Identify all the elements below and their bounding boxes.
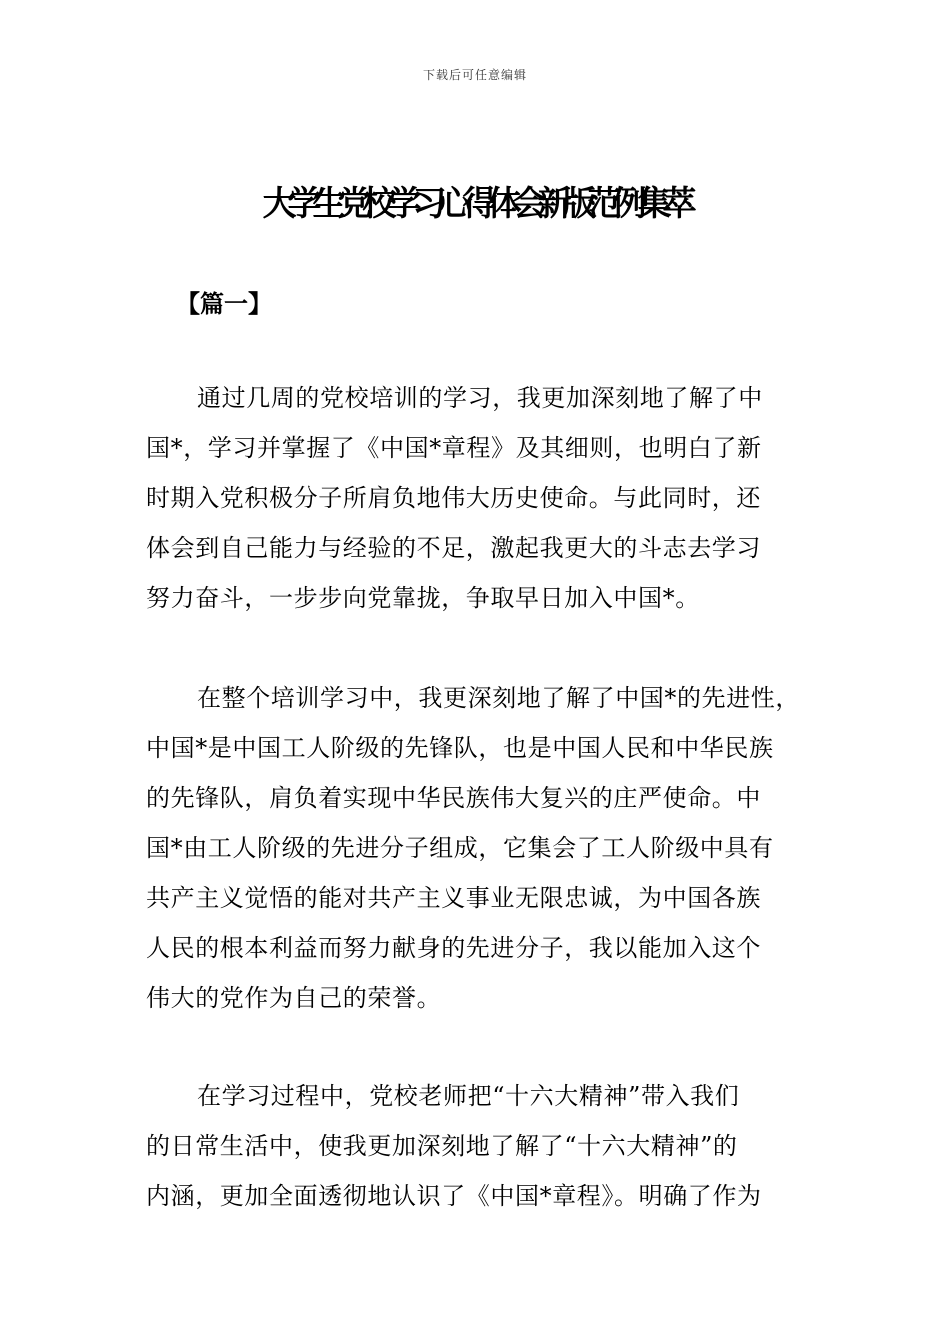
paragraph-line: 通过几周的党校培训的学习，我更加深刻地了解了中 — [197, 384, 763, 412]
paragraph-line: 国*由工人阶级的先进分子组成，它集会了工人阶级中具有 — [146, 834, 774, 862]
section-label: 【篇一】 — [176, 290, 272, 318]
paragraph-line: 国*，学习并掌握了《中国*章程》及其细则，也明白了新 — [146, 434, 762, 462]
paragraph-line: 时期入党积极分子所肩负地伟大历史使命。与此同时，还 — [146, 484, 761, 512]
paragraph-line: 内涵，更加全面透彻地认识了《中国*章程》。明确了作为 — [146, 1182, 762, 1210]
paragraph-line: 的日常生活中，使我更加深刻地了解了“十六大精神”的 — [146, 1132, 738, 1160]
paragraph-line: 体会到自己能力与经验的不足，激起我更大的斗志去学习 — [146, 534, 761, 562]
document-title: 大学生党校学习心得体会新版范例集萃 — [262, 184, 688, 224]
paragraph-line: 共产主义觉悟的能对共产主义事业无限忠诚，为中国各族 — [146, 884, 761, 912]
header-note: 下载后可任意编辑 — [422, 68, 527, 82]
paragraph-line: 伟大的党作为自己的荣誉。 — [146, 984, 442, 1012]
paragraph-line: 在学习过程中，党校老师把“十六大精神”带入我们 — [197, 1082, 740, 1110]
paragraph-line: 在整个培训学习中，我更深刻地了解了中国*的先进性， — [197, 684, 800, 712]
paragraph-line: 中国*是中国工人阶级的先锋队，也是中国人民和中华民族 — [146, 734, 774, 762]
paragraph-line: 的先锋队，肩负着实现中华民族伟大复兴的庄严使命。中 — [146, 784, 761, 812]
paragraph-line: 人民的根本利益而努力献身的先进分子，我以能加入这个 — [146, 934, 761, 962]
paragraph-line: 努力奋斗，一步步向党靠拢，争取早日加入中国*。 — [146, 584, 700, 612]
